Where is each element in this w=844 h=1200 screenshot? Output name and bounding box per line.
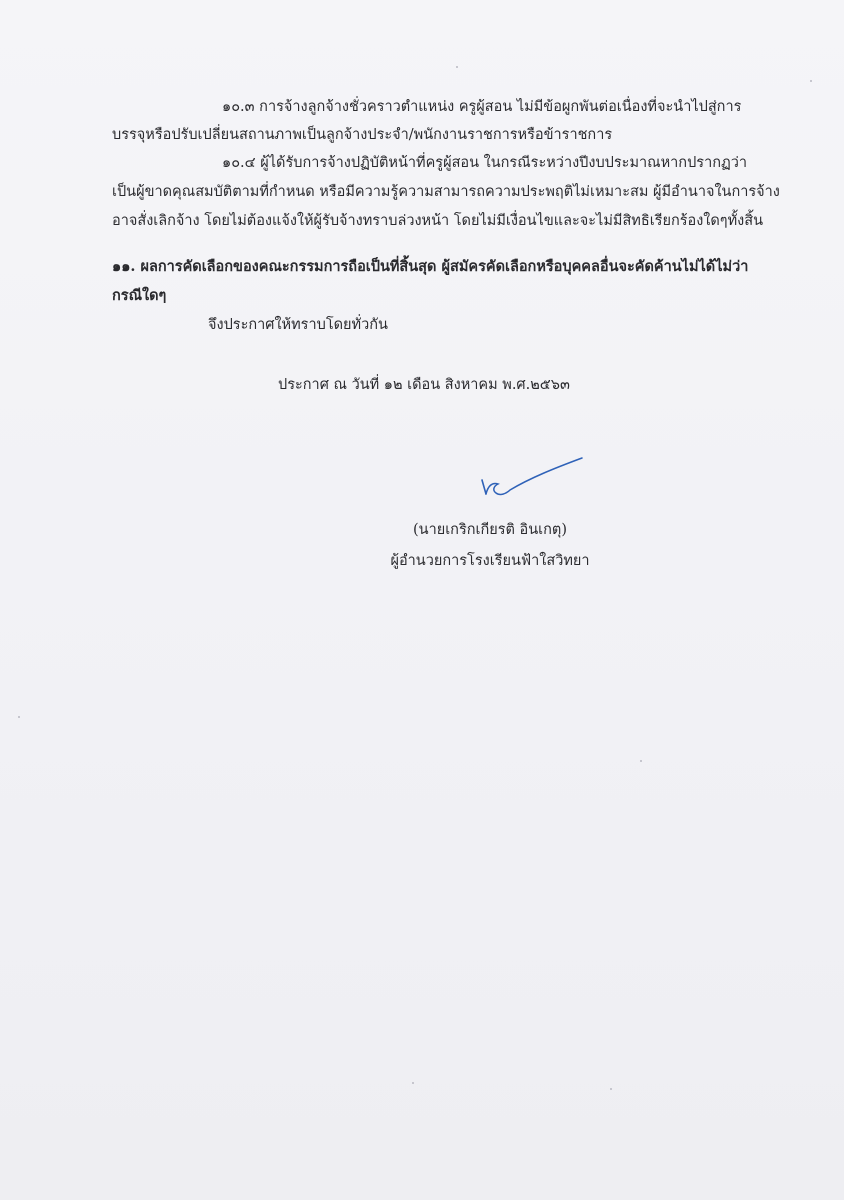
clause-10-3-line-2: บรรจุหรือปรับเปลี่ยนสถานภาพเป็นลูกจ้างประจำ/พนักงานราชการหรือข้าราชการ [112,127,613,143]
paper-speck [456,66,458,68]
paper-speck [640,760,642,762]
signature-mark [470,450,590,506]
announcement-date: ประกาศ ณ วันที่ ๑๒ เดือน สิงหาคม พ.ศ.๒๕๖๓ [278,377,570,393]
clause-11-line-2: กรณีใดๆ [112,287,167,304]
clause-11-line-1: ๑๑. ผลการคัดเลือกของคณะกรรมการถือเป็นที่สิ้นสุด ผู้สมัครคัดเลือกหรือบุคคลอื่นจะคัดค้านไม่ได้ไม่ว่า [112,258,749,275]
announcement-text: จึงประกาศให้ทราบโดยทั่วกัน [208,317,388,333]
clause-10-4-line-3: อาจสั่งเลิกจ้าง โดยไม่ต้องแจ้งให้ผู้รับจ้างทราบล่วงหน้า โดยไม่มีเงื่อนไขและจะไม่มีสิทธิเรียกร้องใดๆทั้งสิ้น [112,213,763,229]
paper-speck [810,80,812,82]
paper-speck [18,716,20,718]
paper-speck [610,1088,612,1090]
clause-10-4-line-1: ๑๐.๔ ผู้ได้รับการจ้างปฏิบัติหน้าที่ครูผู้สอน ในกรณีระหว่างปีงบประมาณหากปรากฏว่า [222,155,748,171]
clause-10-4-line-2: เป็นผู้ขาดคุณสมบัติตามที่กำหนด หรือมีความรู้ความสามารถความประพฤติไม่เหมาะสม ผู้มีอำนาจในการจ้าง [112,184,780,200]
clause-10-3-line-1: ๑๐.๓ การจ้างลูกจ้างชั่วคราวตำแหน่ง ครูผู้สอน ไม่มีข้อผูกพันต่อเนื่องที่จะนำไปสู่การ [222,99,742,115]
signer-name: (นายเกริกเกียรติ อินเกตุ) [413,522,567,538]
paper-speck [412,1082,414,1084]
signer-title: ผู้อำนวยการโรงเรียนฟ้าใสวิทยา [390,553,590,569]
